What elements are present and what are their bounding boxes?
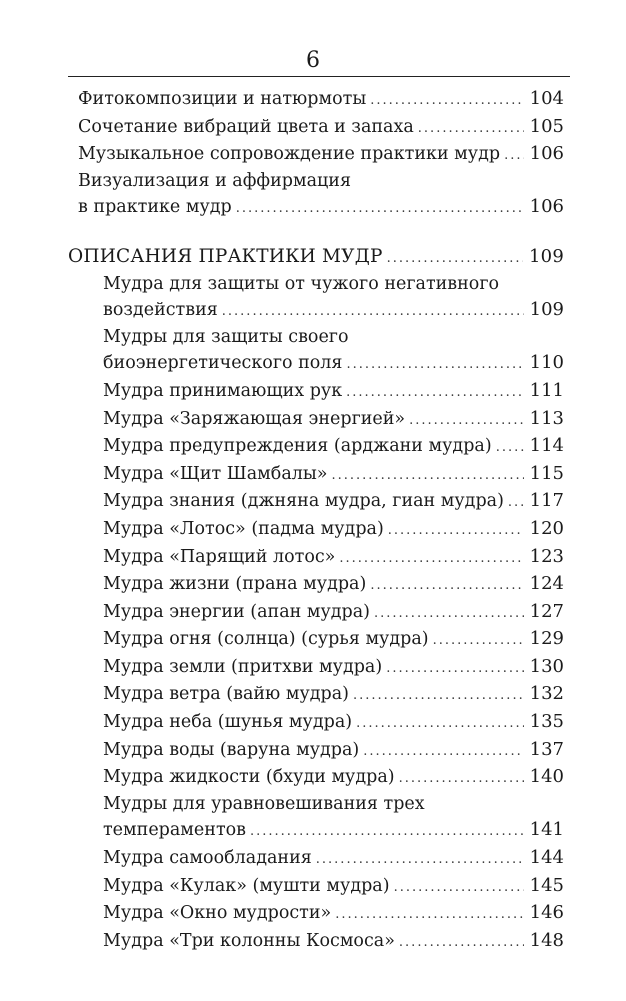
leader-dots xyxy=(236,196,524,222)
toc-entry[interactable] xyxy=(103,737,564,765)
toc-entry-title: Мудра жидкости (бхуди мудра) xyxy=(103,767,395,788)
toc-entry[interactable] xyxy=(103,599,564,627)
toc-entry-page: 148 xyxy=(529,929,564,951)
toc-entry[interactable] xyxy=(103,272,564,325)
toc-entry-title: Мудра «Лотос» (падма мудра) xyxy=(103,518,384,539)
toc-entry-page: 123 xyxy=(529,545,564,567)
toc-entry-title: Мудра «Кулак» (мушти мудра) xyxy=(103,875,390,896)
leader-dots xyxy=(508,490,524,516)
toc-entry-title: Мудра принимающих рук xyxy=(103,380,343,401)
leader-dots xyxy=(222,299,524,325)
toc-entry-title: Мудра огня (солнца) (сурья мудра) xyxy=(103,629,429,650)
toc-entry-title: темпераментов xyxy=(103,820,247,841)
leader-dots xyxy=(339,546,523,572)
toc-entry[interactable] xyxy=(103,900,564,928)
toc-entry[interactable] xyxy=(103,571,564,599)
toc-entry-page: 104 xyxy=(529,88,564,109)
toc-entry-page: 140 xyxy=(529,766,564,788)
toc-entry-page: 117 xyxy=(529,490,564,512)
toc-entry[interactable] xyxy=(103,654,564,682)
toc-entry-page: 141 xyxy=(529,819,564,841)
toc-entry-page: 127 xyxy=(529,600,564,622)
toc-entry-page: 114 xyxy=(529,435,564,457)
leader-dots xyxy=(418,116,524,142)
toc-entry[interactable] xyxy=(78,86,564,114)
toc-entry-title-line1: Мудры для защиты своего xyxy=(103,326,349,347)
toc-entry-page: 106 xyxy=(529,196,564,218)
toc-entry[interactable] xyxy=(103,792,564,845)
leader-dots xyxy=(250,819,524,845)
toc-entry-page: 130 xyxy=(529,655,564,677)
toc-entry[interactable] xyxy=(103,378,564,406)
leader-dots xyxy=(370,88,523,114)
toc-entry-page: 146 xyxy=(529,902,564,924)
toc-entry-title-line1: Визуализация и аффирмация xyxy=(78,170,352,191)
toc-entry-title: Мудра знания (джняна мудра, гиан мудра) xyxy=(103,491,504,512)
toc-entry-page: 115 xyxy=(529,462,564,484)
toc-entry-title: Мудра энергии (апан мудра) xyxy=(103,601,371,622)
leader-dots xyxy=(332,463,524,489)
toc-entry-title-line1: Мудра для защиты от чужого негативного xyxy=(103,273,500,294)
toc-entry-page: 132 xyxy=(529,683,564,705)
toc-entry-title: Фитокомпозиции и натюрмоты xyxy=(78,89,367,109)
toc-entry-title: Мудра «Парящий лотос» xyxy=(103,546,336,567)
leader-dots xyxy=(353,683,524,709)
toc-entry-page: 105 xyxy=(529,115,564,137)
toc-entry-title: Мудра предупреждения (арджани мудра) xyxy=(103,436,492,457)
toc-entry-title: Мудра неба (шунья мудра) xyxy=(103,712,353,733)
toc-entry[interactable] xyxy=(103,406,564,434)
toc-entry-page: 144 xyxy=(529,847,564,869)
toc-section-heading[interactable] xyxy=(68,244,564,272)
leader-dots xyxy=(387,246,523,272)
leader-dots xyxy=(363,739,523,765)
toc-entry-page: 145 xyxy=(529,874,564,896)
toc-entry-title: в практике мудр xyxy=(78,197,232,218)
toc-entry[interactable] xyxy=(103,681,564,709)
toc-entry[interactable] xyxy=(103,544,564,572)
leader-dots xyxy=(504,143,524,169)
leader-dots xyxy=(374,601,524,627)
toc-entry-title: Мудра «Заряжающая энергией» xyxy=(103,408,406,429)
page-number: 6 xyxy=(306,48,320,73)
toc-entry[interactable] xyxy=(78,141,564,169)
toc-entry-title: Мудра «Окно мудрости» xyxy=(103,903,332,924)
toc-entry-title: биоэнергетического поля xyxy=(103,353,343,374)
section-page: 109 xyxy=(529,245,564,267)
toc-entry-title-line1: Мудры для уравновешивания трех xyxy=(103,793,425,814)
leader-dots xyxy=(399,930,524,956)
toc-entry-page: 113 xyxy=(529,407,564,429)
leader-dots xyxy=(394,875,524,901)
toc-entry-page: 124 xyxy=(529,573,564,595)
toc-entry-title: Мудра ветра (вайю мудра) xyxy=(103,684,349,705)
toc-entry-title: Музыкальное сопровождение практики мудр xyxy=(78,144,501,165)
toc-entry-title: Мудра «Щит Шамбалы» xyxy=(103,463,328,484)
toc-entry[interactable] xyxy=(78,169,564,222)
toc-entry-page: 106 xyxy=(529,143,564,165)
leader-dots xyxy=(316,847,524,873)
toc-entry[interactable] xyxy=(103,764,564,792)
toc-entry[interactable] xyxy=(103,433,564,461)
toc-entry[interactable] xyxy=(103,488,564,516)
toc-entry[interactable] xyxy=(103,845,564,873)
toc-entry[interactable] xyxy=(103,516,564,544)
leader-dots xyxy=(335,902,523,928)
leader-dots xyxy=(346,352,523,378)
toc-entry-title: Мудра воды (варуна мудра) xyxy=(103,739,360,760)
leader-dots xyxy=(356,711,524,737)
toc-entry[interactable] xyxy=(103,928,564,956)
table-of-contents xyxy=(68,86,564,955)
leader-dots xyxy=(388,518,524,544)
toc-entry[interactable] xyxy=(103,873,564,901)
leader-dots xyxy=(399,766,524,792)
toc-entry-page: 111 xyxy=(529,379,564,401)
toc-entry[interactable] xyxy=(103,626,564,654)
toc-entry-page: 135 xyxy=(529,711,564,733)
leader-dots xyxy=(386,656,523,682)
toc-entry-title: воздействия xyxy=(103,300,218,321)
toc-entry-page: 109 xyxy=(529,299,564,321)
section-title: ОПИСАНИЯ ПРАКТИКИ МУДР xyxy=(68,245,383,267)
toc-entry-page: 137 xyxy=(529,738,564,760)
toc-entry-title: Сочетание вибраций цвета и запаха xyxy=(78,116,414,137)
toc-entry-title: Мудра «Три колонны Космоса» xyxy=(103,930,395,951)
toc-entry-page: 110 xyxy=(529,352,564,374)
header-rule xyxy=(68,76,570,77)
leader-dots xyxy=(433,628,524,654)
leader-dots xyxy=(496,435,524,461)
toc-entry-title: Мудра самообладания xyxy=(103,848,312,869)
toc-entry-page: 120 xyxy=(529,517,564,539)
leader-dots xyxy=(370,573,523,599)
toc-entry[interactable] xyxy=(78,114,564,142)
toc-entry[interactable] xyxy=(103,461,564,489)
leader-dots xyxy=(346,380,524,406)
toc-entry-title: Мудра земли (притхви мудра) xyxy=(103,656,383,677)
toc-entry-title: Мудра жизни (прана мудра) xyxy=(103,574,367,595)
toc-entry-page: 129 xyxy=(529,628,564,650)
toc-entry[interactable] xyxy=(103,709,564,737)
leader-dots xyxy=(409,408,524,434)
toc-entry[interactable] xyxy=(103,325,564,378)
